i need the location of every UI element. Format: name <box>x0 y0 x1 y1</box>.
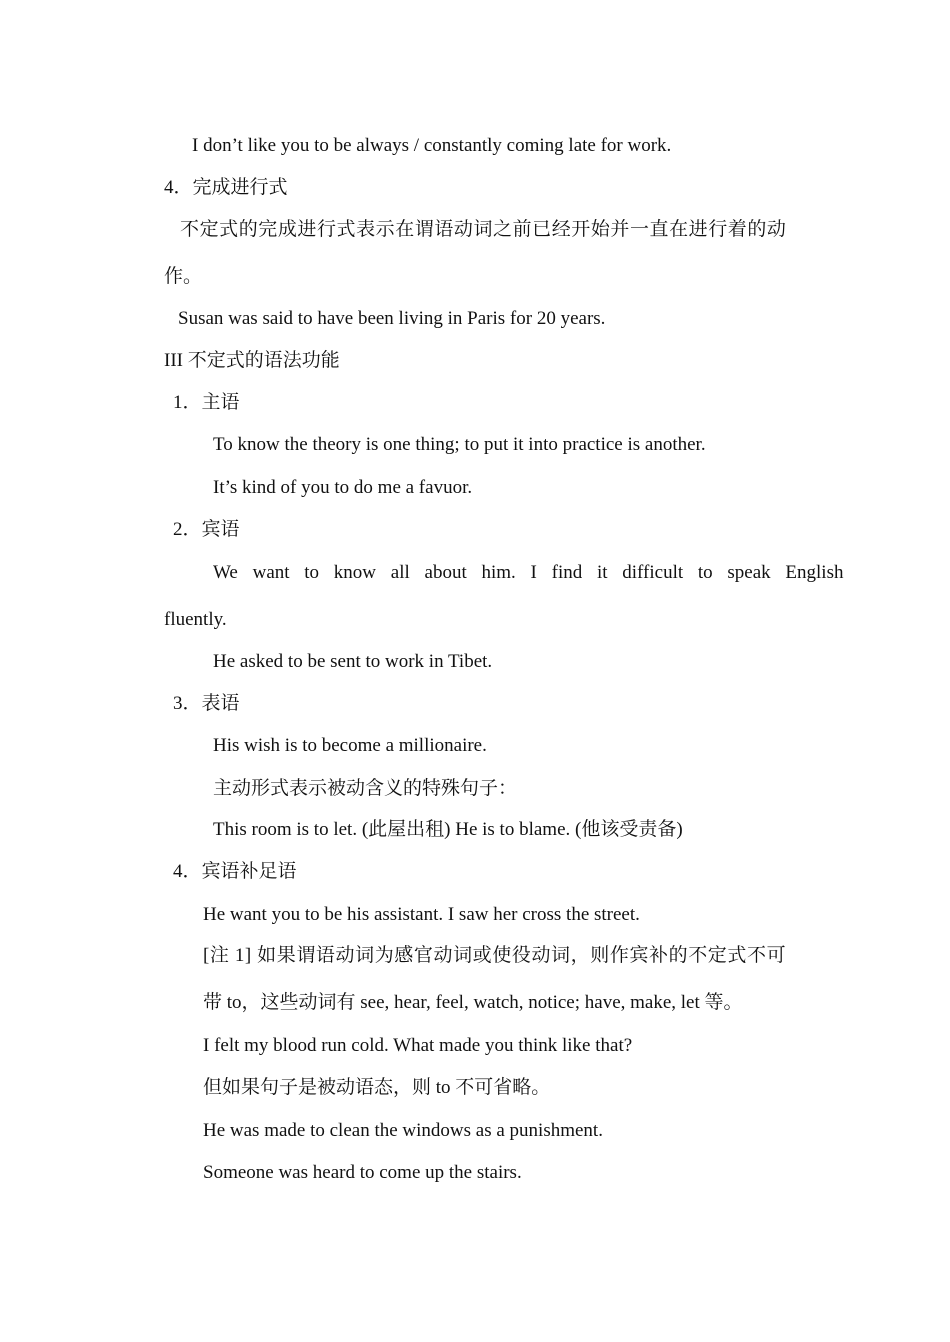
example-sentence: This room is to let. (此屋出租) He is to blame. (他该受责备) <box>213 819 683 840</box>
section-heading: 4．完成进行式 <box>164 177 288 198</box>
example-sentence: He was made to clean the windows as a punishment. <box>203 1120 603 1141</box>
example-sentence: I felt my blood run cold. What made you think like that? <box>203 1035 633 1056</box>
example-sentence: His wish is to become a millionaire. <box>213 735 487 756</box>
example-sentence: We want to know all about him. I find it difficult to speak English <box>213 562 844 583</box>
subsection-heading: 4．宾语补足语 <box>173 861 297 882</box>
note-text: 但如果句子是被动语态，则 to 不可省略。 <box>203 1077 551 1098</box>
subsection-heading: 3．表语 <box>173 693 240 714</box>
note-paragraph-continued: 带 to，这些动词有 see, hear, feel, watch, notice; have, make, let 等。 <box>203 992 743 1013</box>
example-sentence: It’s kind of you to do me a favuor. <box>213 477 473 498</box>
example-sentence: To know the theory is one thing; to put it into practice is another. <box>213 434 706 455</box>
example-sentence: He asked to be sent to work in Tibet. <box>213 651 493 672</box>
example-sentence: Susan was said to have been living in Paris for 20 years. <box>178 308 606 329</box>
example-sentence: I don’t like you to be always / constantly coming late for work. <box>192 135 672 156</box>
example-sentence: Someone was heard to come up the stairs. <box>203 1162 522 1183</box>
paragraph <box>180 218 786 242</box>
note-text: [ 注 1 ] 如 果 谓 语 动 词 为 感 官 动 词 或 使 役 动 词 ， 则 作 宾 补 的 不 定 式 不 可 <box>203 945 786 966</box>
paragraph-continued: 作。 <box>164 266 203 287</box>
example-sentence-continued: fluently. <box>164 609 227 630</box>
subsection-heading: 1．主语 <box>173 392 240 413</box>
example-sentence: He want you to be his assistant. I saw her cross the street. <box>203 904 640 925</box>
paragraph-text: 不 定 式 的 完 成 进 行 式 表 示 在 谓 语 动 词 之 前 已 经 开 始 并 一 直 在 进 行 着 的 动 <box>180 219 786 240</box>
note-paragraph <box>203 944 786 968</box>
subsection-heading: 2．宾语 <box>173 519 240 540</box>
section-title: III 不定式的语法功能 <box>164 350 340 371</box>
note-text: 主动形式表示被动含义的特殊句子： <box>213 778 518 799</box>
